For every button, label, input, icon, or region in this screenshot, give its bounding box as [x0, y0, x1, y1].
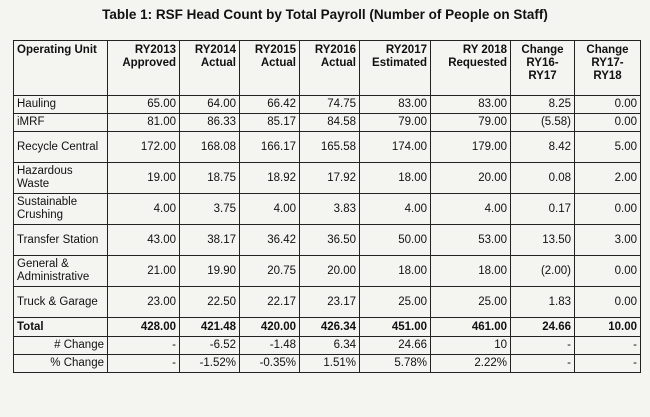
value-cell: 18.00 [360, 163, 431, 194]
table-row [14, 256, 641, 287]
value-cell: 22.50 [180, 287, 240, 318]
pct-change-cell: 5.78% [360, 355, 431, 373]
value-cell: 86.33 [180, 114, 240, 132]
unit-cell: Recycle Central [14, 132, 108, 163]
value-cell: 81.00 [108, 114, 180, 132]
pct-change-cell: 1.51% [300, 355, 360, 373]
value-cell: 83.00 [360, 96, 431, 114]
value-cell: 20.00 [300, 256, 360, 287]
value-cell: 53.00 [431, 225, 511, 256]
value-cell: 179.00 [431, 132, 511, 163]
value-cell: 0.17 [511, 194, 575, 225]
value-cell: 166.17 [240, 132, 300, 163]
value-cell: 50.00 [360, 225, 431, 256]
table-row [14, 163, 641, 194]
num-change-cell: - [575, 337, 641, 355]
total-cell: 428.00 [108, 318, 180, 337]
pct-change-label: % Change [14, 355, 108, 373]
value-cell: 20.75 [240, 256, 300, 287]
value-cell: 1.83 [511, 287, 575, 318]
pct-change-cell: - [575, 355, 641, 373]
value-cell: 0.00 [575, 256, 641, 287]
pct-change-row [14, 355, 641, 373]
table-row [14, 114, 641, 132]
value-cell: 0.08 [511, 163, 575, 194]
unit-cell: Hauling [14, 96, 108, 114]
value-cell: 17.92 [300, 163, 360, 194]
table-row [14, 287, 641, 318]
value-cell: 18.92 [240, 163, 300, 194]
value-cell: 0.00 [575, 194, 641, 225]
num-change-row [14, 337, 641, 355]
value-cell: 19.00 [108, 163, 180, 194]
header-cell: Change RY17-RY18 [575, 41, 641, 96]
value-cell: 3.75 [180, 194, 240, 225]
num-change-cell: 10 [431, 337, 511, 355]
value-cell: 4.00 [240, 194, 300, 225]
value-cell: 36.42 [240, 225, 300, 256]
value-cell: 22.17 [240, 287, 300, 318]
header-cell: RY2013 Approved [108, 41, 180, 96]
table-row [14, 225, 641, 256]
pct-change-cell: - [108, 355, 180, 373]
total-cell: 420.00 [240, 318, 300, 337]
value-cell: 13.50 [511, 225, 575, 256]
table-row [14, 96, 641, 114]
header-cell: Operating Unit [14, 41, 108, 96]
value-cell: 64.00 [180, 96, 240, 114]
value-cell: 83.00 [431, 96, 511, 114]
value-cell: 43.00 [108, 225, 180, 256]
total-cell: 426.34 [300, 318, 360, 337]
value-cell: 0.00 [575, 287, 641, 318]
value-cell: 168.08 [180, 132, 240, 163]
value-cell: 3.83 [300, 194, 360, 225]
num-change-cell: 24.66 [360, 337, 431, 355]
value-cell: (5.58) [511, 114, 575, 132]
value-cell: 79.00 [360, 114, 431, 132]
table-title: Table 1: RSF Head Count by Total Payroll (Number of People on Staff) [102, 7, 548, 22]
pct-change-cell: -1.52% [180, 355, 240, 373]
num-change-cell: -6.52 [180, 337, 240, 355]
value-cell: 8.25 [511, 96, 575, 114]
unit-cell: iMRF [14, 114, 108, 132]
value-cell: 4.00 [431, 194, 511, 225]
value-cell: 23.00 [108, 287, 180, 318]
header-cell: RY2014 Actual [180, 41, 240, 96]
total-cell: 461.00 [431, 318, 511, 337]
head-count-table [13, 40, 641, 373]
value-cell: 0.00 [575, 96, 641, 114]
value-cell: 38.17 [180, 225, 240, 256]
value-cell: 84.58 [300, 114, 360, 132]
value-cell: 4.00 [108, 194, 180, 225]
header-cell: RY2016 Actual [300, 41, 360, 96]
value-cell: 18.00 [360, 256, 431, 287]
value-cell: 165.58 [300, 132, 360, 163]
value-cell: 20.00 [431, 163, 511, 194]
num-change-cell: 6.34 [300, 337, 360, 355]
value-cell: 18.00 [431, 256, 511, 287]
value-cell: 18.75 [180, 163, 240, 194]
total-cell: 10.00 [575, 318, 641, 337]
value-cell: 23.17 [300, 287, 360, 318]
value-cell: 2.00 [575, 163, 641, 194]
value-cell: 174.00 [360, 132, 431, 163]
pct-change-cell: -0.35% [240, 355, 300, 373]
value-cell: 19.90 [180, 256, 240, 287]
total-cell: 421.48 [180, 318, 240, 337]
unit-cell: General & Administrative [14, 256, 108, 287]
value-cell: 25.00 [431, 287, 511, 318]
total-cell: 24.66 [511, 318, 575, 337]
pct-change-cell: - [511, 355, 575, 373]
num-change-cell: - [108, 337, 180, 355]
value-cell: 66.42 [240, 96, 300, 114]
total-row [14, 318, 641, 337]
value-cell: 3.00 [575, 225, 641, 256]
unit-cell: Truck & Garage [14, 287, 108, 318]
value-cell: 5.00 [575, 132, 641, 163]
header-cell: RY 2018 Requested [431, 41, 511, 96]
header-row [14, 41, 641, 96]
total-cell: 451.00 [360, 318, 431, 337]
unit-cell: Transfer Station [14, 225, 108, 256]
total-label: Total [14, 318, 108, 337]
value-cell: 65.00 [108, 96, 180, 114]
header-cell: RY2017 Estimated [360, 41, 431, 96]
pct-change-cell: 2.22% [431, 355, 511, 373]
table-row [14, 132, 641, 163]
unit-cell: Sustainable Crushing [14, 194, 108, 225]
num-change-cell: -1.48 [240, 337, 300, 355]
value-cell: 0.00 [575, 114, 641, 132]
value-cell: 85.17 [240, 114, 300, 132]
num-change-label: # Change [14, 337, 108, 355]
num-change-cell: - [511, 337, 575, 355]
value-cell: 21.00 [108, 256, 180, 287]
header-cell: Change RY16-RY17 [511, 41, 575, 96]
value-cell: 4.00 [360, 194, 431, 225]
table-row [14, 194, 641, 225]
value-cell: 8.42 [511, 132, 575, 163]
header-cell: RY2015 Actual [240, 41, 300, 96]
value-cell: 25.00 [360, 287, 431, 318]
value-cell: 172.00 [108, 132, 180, 163]
value-cell: (2.00) [511, 256, 575, 287]
value-cell: 36.50 [300, 225, 360, 256]
value-cell: 74.75 [300, 96, 360, 114]
unit-cell: Hazardous Waste [14, 163, 108, 194]
value-cell: 79.00 [431, 114, 511, 132]
